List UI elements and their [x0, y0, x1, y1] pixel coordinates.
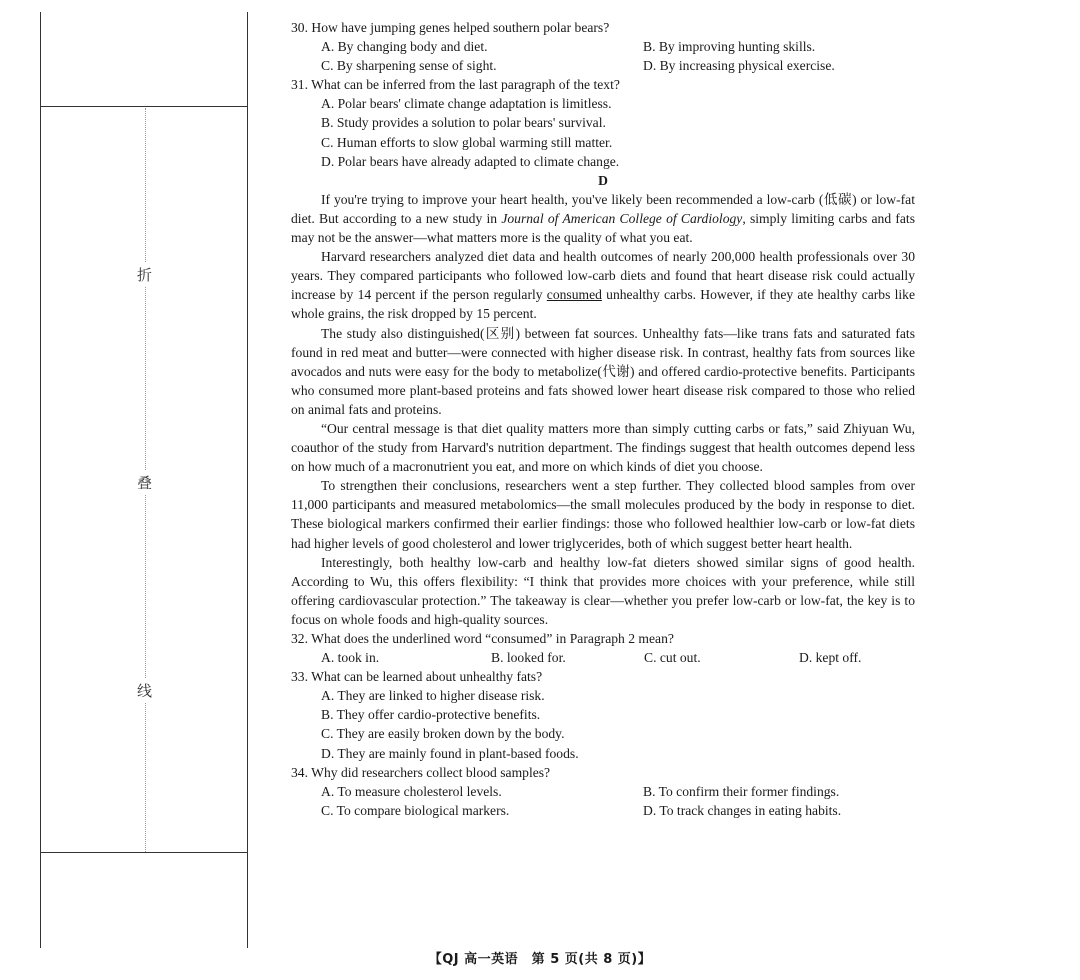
option-31-c[interactable]: C. Human efforts to slow global warming still matter.	[321, 134, 613, 150]
question-32-options	[291, 648, 915, 667]
question-34-stem: 34. Why did researchers collect blood samples?	[291, 764, 551, 780]
option-33-b[interactable]: B. They offer cardio-protective benefits.	[321, 707, 541, 723]
passage-paragraph-4: “Our central message is that diet quality matters more than simply cutting carbs or fats,” said Zhiyuan Wu, coauthor of the study from Harvard's nutrition department. The findings suggest that health outcomes depend less on how much of a macronutrient you eat, and more on which kinds of diet you choose.	[291, 420, 915, 475]
passage-paragraph-2: Harvard researchers analyzed diet data and health outcomes of nearly 200,000 health professionals over 30 years. They compared participants who followed low-carb diets and found that heart disease risk could actually increase by 14 percent if the person regularly consumed unhealthy carbs. However, if they ate healthy carbs like whole grains, the risk dropped by 15 percent.	[291, 249, 915, 322]
option-32-a[interactable]: A. took in.	[321, 650, 380, 666]
binding-border-left	[40, 12, 41, 948]
question-30-stem: 30. How have jumping genes helped southern polar bears?	[291, 20, 610, 35]
option-30-a[interactable]: A. By changing body and diet.	[321, 39, 488, 55]
option-30-c[interactable]: C. By sharpening sense of sight.	[321, 58, 497, 74]
option-31-a[interactable]: A. Polar bears' climate change adaptation is limitless.	[321, 96, 612, 112]
page-content	[291, 18, 915, 820]
option-33-c[interactable]: C. They are easily broken down by the body.	[321, 726, 565, 742]
option-33-d[interactable]: D. They are mainly found in plant-based foods.	[321, 745, 579, 761]
fold-char-3: 线	[137, 678, 152, 703]
question-33-stem: 33. What can be learned about unhealthy fats?	[291, 669, 543, 685]
option-34-d[interactable]: D. To track changes in eating habits.	[643, 802, 842, 818]
option-32-b[interactable]: B. looked for.	[491, 650, 566, 666]
underlined-word: consumed	[546, 287, 602, 303]
question-34-options-row1	[291, 782, 915, 801]
passage-paragraph-6: Interestingly, both healthy low-carb and healthy low-fat dieters showed similar signs of good health. According to Wu, this offers flexibility: “I think that provides more choices with your preference, while still offering cardiovascular protection.” The takeaway is clear—whether you prefer low-carb or low-fat, the key is to focus on whole foods and high-quality sources.	[291, 554, 915, 627]
option-33-a[interactable]: A. They are linked to higher disease risk.	[321, 688, 545, 704]
option-34-b[interactable]: B. To confirm their former findings.	[643, 783, 840, 799]
option-34-c[interactable]: C. To compare biological markers.	[321, 802, 510, 818]
passage-paragraph-3: The study also distinguished(区别) between fat sources. Unhealthy fats—like trans fats and saturated fats found in red meat and butter—were connected with higher disease risk. In contrast, healthy fats from sources like avocados and nuts were easy for the body to metabolize(代谢) and offered cardio-protective benefits. Participants who consumed more plant-based proteins and fats showed lower heart disease risk compared to those who relied on animal fats and proteins.	[291, 325, 915, 417]
question-34-options-row2	[291, 801, 915, 820]
binding-divider-bottom	[40, 852, 248, 853]
option-30-d[interactable]: D. By increasing physical exercise.	[643, 58, 835, 74]
fold-char-2: 叠	[137, 470, 152, 495]
journal-title: Journal of American College of Cardiology	[501, 210, 743, 226]
option-32-d[interactable]: D. kept off.	[799, 650, 862, 666]
option-30-b[interactable]: B. By improving hunting skills.	[643, 39, 816, 55]
option-31-b[interactable]: B. Study provides a solution to polar bears' survival.	[321, 115, 606, 131]
question-30-options	[291, 37, 915, 75]
option-31-d[interactable]: D. Polar bears have already adapted to climate change.	[321, 153, 620, 169]
passage-paragraph-1: If you're trying to improve your heart health, you've likely been recommended a low-carb (低碳) or low-fat diet. But according to a new study in Journal of American College of Cardiology, simply limiting carbs and fats may not be the answer—what matters more is the quality of what you eat.	[291, 191, 915, 246]
question-32-stem: 32. What does the underlined word “consumed” in Paragraph 2 mean?	[291, 631, 674, 646]
fold-char-1: 折	[137, 262, 152, 287]
passage-paragraph-5: To strengthen their conclusions, researchers went a step further. They collected blood samples from over 11,000 participants and measured metabolomics—the small molecules produced by the body in response to diet. These biological markers confirmed their earlier findings: those who followed healthier low-carb or low-fat diets had higher levels of good cholesterol and lower triglycerides, both of which suggest better heart health.	[291, 478, 915, 551]
option-34-a[interactable]: A. To measure cholesterol levels.	[321, 783, 502, 799]
section-label: D	[598, 172, 608, 188]
page-footer: 【QJ 高一英语 第 5 页(共 8 页)】	[428, 952, 652, 967]
binding-border-right	[247, 12, 248, 948]
option-32-c[interactable]: C. cut out.	[644, 650, 701, 666]
binding-divider-top	[40, 106, 248, 107]
question-31-stem: 31. What can be inferred from the last paragraph of the text?	[291, 77, 620, 93]
